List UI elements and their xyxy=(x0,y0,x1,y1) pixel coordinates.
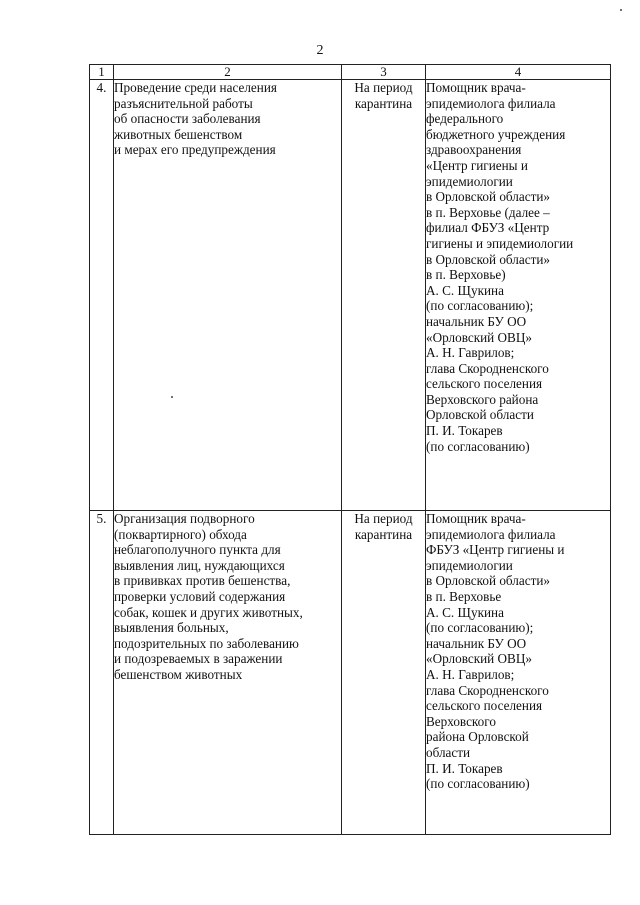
text-line: бешенством животных xyxy=(114,666,243,682)
measure-cell xyxy=(114,511,342,835)
column-header: 4 xyxy=(426,65,611,80)
text-line: «Орловский ОВЦ» xyxy=(426,329,532,345)
text-line: глава Скородненского xyxy=(426,360,549,376)
text-line: Помощник врача- xyxy=(426,511,526,526)
text-line: в п. Верховье xyxy=(426,588,502,604)
text-line: начальник БУ ОО xyxy=(426,313,527,329)
text-line: в Орловской области» xyxy=(426,251,551,267)
text-line: (поквартирного) обхода xyxy=(114,526,247,542)
text-line: сельского поселения xyxy=(426,698,543,714)
text-line: животных бешенством xyxy=(114,126,243,142)
text-line: эпидемиологии xyxy=(426,557,513,573)
text-line: здравоохранения xyxy=(426,142,522,158)
text-line: разъяснительной работы xyxy=(114,95,253,111)
table-row xyxy=(90,80,611,511)
text-line: (по согласованию) xyxy=(426,438,530,454)
text-line: и подозреваемых в заражении xyxy=(114,651,283,667)
text-line: П. И. Токарев xyxy=(426,760,503,776)
column-header: 2 xyxy=(114,65,342,80)
text-line: Верховского района xyxy=(426,391,539,407)
text-line: эпидемиолога филиала xyxy=(426,526,556,542)
text-line: об опасности заболевания xyxy=(114,111,261,127)
text-line: (по согласованию); xyxy=(426,620,534,636)
text-line: А. С. Щукина xyxy=(426,604,504,620)
text-line: в прививках против бешенства, xyxy=(114,573,291,589)
text-line: карантина xyxy=(354,95,413,111)
text-line: бюджетного учреждения xyxy=(426,126,566,142)
page-number: 2 xyxy=(316,43,324,58)
text-line: неблагополучного пункта для xyxy=(114,542,281,558)
table-header-row xyxy=(90,65,611,80)
responsible-cell xyxy=(426,511,611,835)
column-header: 3 xyxy=(342,65,426,80)
column-header: 1 xyxy=(90,65,114,80)
row-number: 5. xyxy=(90,511,114,835)
text-line: начальник БУ ОО xyxy=(426,635,527,651)
text-line: выявления больных, xyxy=(114,620,229,636)
text-line: (по согласованию); xyxy=(426,298,534,314)
text-line: Орловской области xyxy=(426,407,534,423)
text-line: в Орловской области» xyxy=(426,189,551,205)
text-line: А. Н. Гаврилов; xyxy=(426,345,515,361)
text-line: области xyxy=(426,744,471,760)
text-line: «Орловский ОВЦ» xyxy=(426,651,532,667)
text-line: выявления лиц, нуждающихся xyxy=(114,557,285,573)
text-line: карантина xyxy=(354,526,413,542)
text-line: П. И. Токарев xyxy=(426,423,503,439)
text-line: эпидемиолога филиала xyxy=(426,95,556,111)
text-line: собак, кошек и других животных, xyxy=(114,604,303,620)
text-line: (по согласованию) xyxy=(426,776,530,792)
row-number: 4. xyxy=(90,80,114,511)
text-line: Организация подворного xyxy=(114,511,255,526)
text-line: филиал ФБУЗ «Центр xyxy=(426,220,550,236)
text-line: А. С. Щукина xyxy=(426,282,504,298)
text-line: подозрительных по заболеванию xyxy=(114,635,299,651)
text-line: На период xyxy=(354,80,413,95)
period-cell xyxy=(342,511,426,835)
period-cell xyxy=(342,80,426,511)
text-line: На период xyxy=(354,511,413,526)
text-line: ФБУЗ «Центр гигиены и xyxy=(426,542,565,558)
text-line: федерального xyxy=(426,111,504,127)
text-line: в п. Верховье) xyxy=(426,267,506,283)
text-line: глава Скородненского xyxy=(426,682,549,698)
text-line: А. Н. Гаврилов; xyxy=(426,666,515,682)
text-line: в п. Верховье (далее – xyxy=(426,204,550,220)
text-line: и мерах его предупреждения xyxy=(114,142,276,158)
text-line: проверки условий содержания xyxy=(114,588,286,604)
responsible-cell xyxy=(426,80,611,511)
text-line: «Центр гигиены и xyxy=(426,157,528,173)
text-line: Верховского xyxy=(426,713,496,729)
text-line: района Орловской xyxy=(426,729,529,745)
scan-speck xyxy=(620,9,622,11)
table-row xyxy=(90,511,611,835)
text-line: Помощник врача- xyxy=(426,80,526,95)
text-line: сельского поселения xyxy=(426,376,543,392)
text-line: эпидемиологии xyxy=(426,173,513,189)
text-line: гигиены и эпидемиологии xyxy=(426,235,574,251)
measures-table xyxy=(89,64,611,835)
text-line: в Орловской области» xyxy=(426,573,551,589)
measure-cell xyxy=(114,80,342,511)
text-line: Проведение среди населения xyxy=(114,80,277,95)
